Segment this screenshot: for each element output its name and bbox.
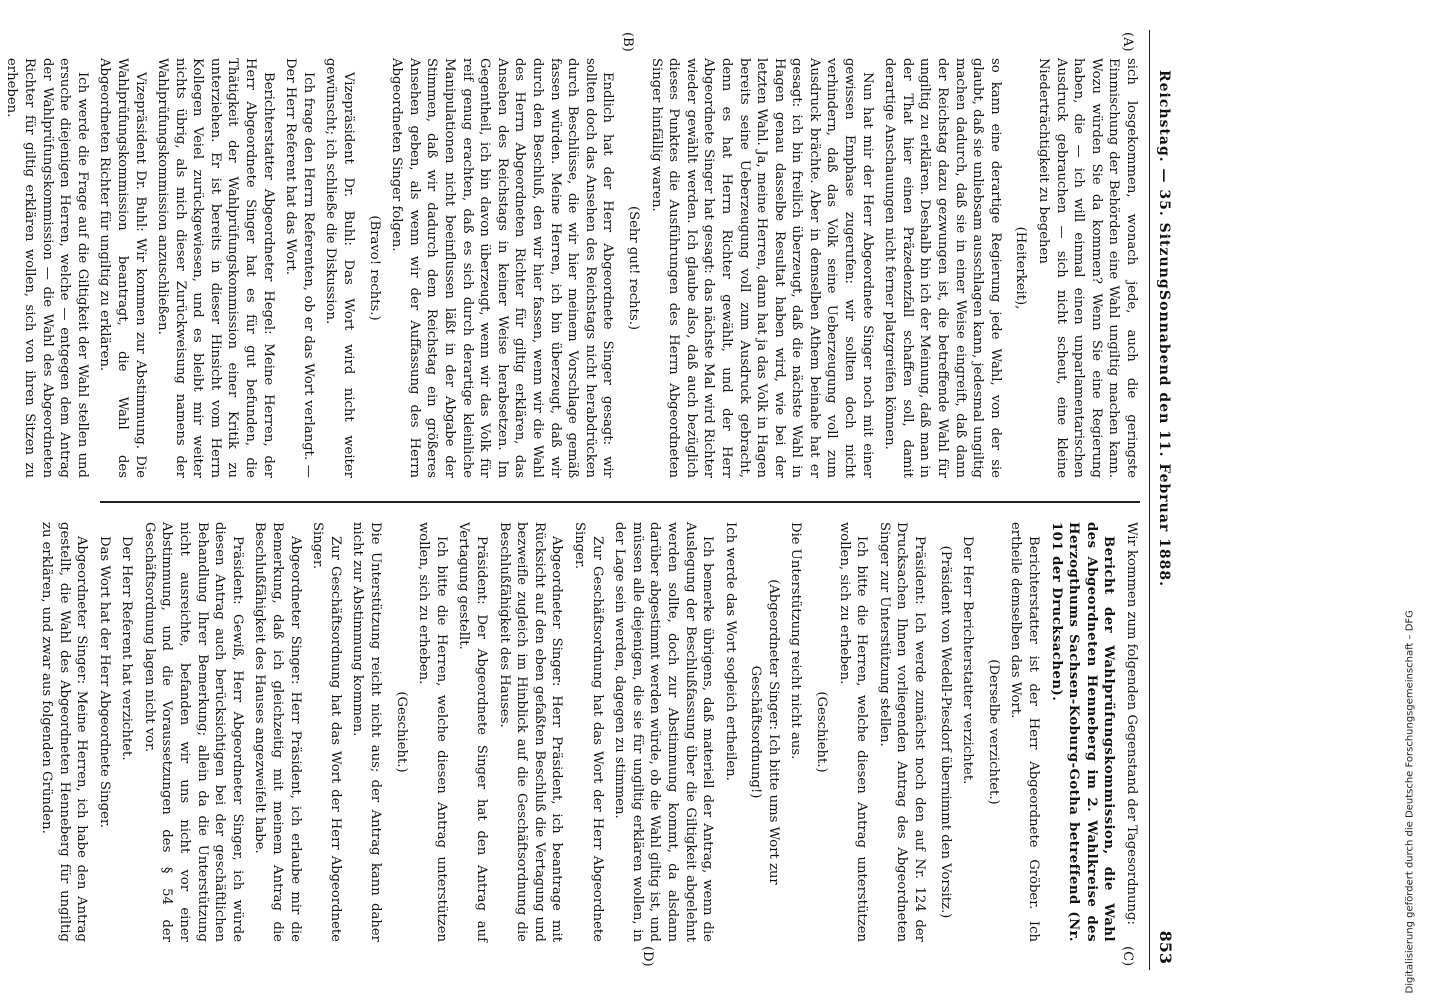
agenda-item: Bericht der Wahlprüfungskommission, die Wahl des Abgeordneten Henneberg im 2. Wahlkreise des Herzogthums Sachsen-Koburg-Gotha betreffend (Nr. 101 der Drucksachen). [1048,522,1117,942]
interjection: (Geschieht.) [393,691,409,773]
header-session: Reichstag. — 35. Sitzung. [1156,70,1172,296]
dfg-credit-strip [1398,300,1422,1000]
paragraph: so kann eine derartige Regierung jede Wahl, von der sie glaubt, daß sie unliebsam ausschlagen kann, jedesmal ungiltig machen dadurch, daß sie in einer Weise eingreift, daß dann der Reichstag dazu gezwungen ist, die betreffende Wahl für ungiltig zu erklären. Deshalb bin ich der Meinung, daß man in der That hier einen Präzedenzfall schaffen soll, damit derartige Anschauungen nicht ferner platzgreifen können. [882,58,1003,478]
paragraph: Ich bitte die Herren, welche diesen Antrag unterstützen wollen, sich zu erheben. [416,522,449,942]
paragraph: Wir kommen zum folgenden Gegenstand der Tagesordnung: [1124,522,1139,925]
paragraph: Die Unterstützung reicht nicht aus. [788,522,804,760]
paragraph: Zur Geschäftsordnung hat das Wort der Herr Abgeordnete Singer. [310,522,343,942]
paragraph: Präsident: Der Abgeordnete Singer hat den Antrag auf Vertagung gestellt. [456,522,489,942]
paragraph: Der Herr Berichterstatter verzichtet. [960,536,976,785]
paragraph: Ich werde das Wort sogleich ertheilen. [722,522,738,781]
paragraph: Präsident: Ich werde zunächst noch den auf Nr. 124 der Drucksachen Ihnen vorliegenden Antrag des Abgeordneten Singer zur Unterstützung stellen. [876,522,928,942]
paragraph: Der Herr Referent hat verzichtet. [119,536,135,761]
interjection: (Abgeordneter Singer: Ich bitte ums Wort zur Geschäftsordnung!) [748,579,781,885]
margin-marker-d: (D) [640,946,655,967]
page-number: 853 [1156,930,1175,964]
margin-marker-b: (B) [620,32,635,52]
dfg-credit: Digitalisierung gefördert durch die Deutsche Forschungsgemeinschaft – DFG [1404,610,1416,994]
paragraph: Vizepräsident Dr. Buhl: Wir kommen zur Abstimmung. Die Wahlprüfungskommission beantragt, die Wahl des Abgeordneten Richter für ungiltig zu erklären. [97,58,148,478]
margin-marker-c: (C) [1120,946,1135,967]
paragraph: Präsident: Gewiß, Herr Abgeordneter Singer, ich würde diesen Antrag auch berücksichtigen bei der geschäftlichen Behandlung Ihrer Bemerkung; allein da die Unterstützung nicht ausreichte, befanden wir uns nicht vor einer Abstimmung, und die Voraussetzungen des § 54 der Geschäftsordnung lagen nicht vor. [141,522,245,942]
interjection: (Sehr gut! rechts.) [625,205,641,331]
page-header [1149,30,1176,970]
paragraph: Ich bitte die Herren, welche diesen Antrag unterstützen wollen, sich zu erheben. [836,522,870,942]
interjection: (Heiterkeit), [1013,226,1029,310]
interjection: (Derselbe verzichtet.) [985,659,1001,805]
paragraph: Die Unterstützung reicht nicht aus; der Antrag kann daher nicht zur Abstimmung kommen. [350,522,384,942]
paragraph: Das Wort hat der Herr Abgeordnete Singer. [96,536,112,829]
right-column [32,522,1140,942]
paragraph: sich losgekommen, wonach jede, auch die geringste Einmischung der Behörden eine Wahl ungiltig machen kann. Wozu würden Sie da kommen? Wenn Sie eine Regierung haben, die — ich will einmal einen unparlamentarischen Ausdruck gebrauchen — sich nicht scheut, eine kleine Niederträchtigkeit zu begehen [1036,58,1139,478]
paragraph: Abgeordneter Singer: Herr Präsident, ich beantrage mit Rücksicht auf den eben gefaßten Beschluß die Vertagung und bezweifle zugleich im Hinblick auf die Geschäftsordnung die Beschlußfähigkeit des Hauses. [496,522,565,942]
paragraph: Berichterstatter Abgeordneter Hegel: Meine Herren, der Herr Abgeordnete Singer hat es für gut befunden, die Thätigkeit der Wahlprüfungskommission einer Kritik zu unterziehen. Er ist bereits in dieser Hinsicht vom Herrn Kollegen Veiel zurückgewiesen, und es bleibt mir weiter nichts übrig, als mich dieser Zurückweisung namens der Wahlprüfungskommission anzuschließen. [155,58,276,478]
paragraph: Berichterstatter ist der Herr Abgeordnete Gröber. Ich ertheile demselben das Wort. [1008,522,1042,942]
paragraph: Ich bemerke übrigens, daß materiell der Antrag, wenn die Auslegung der Beschlußfassung über die Giltigkeit abgelehnt werden sollte, doch zur Abstimmung kommt, da alsdann darüber abgestimmt werden würde, ob die Wahl giltig ist, und müssen alle diejenigen, die sie für ungiltig erklären wollen, in der Lage sein werden, dagegen zu stimmen. [612,522,716,942]
interjection: (Geschieht.) [814,691,830,773]
paragraph: Endlich hat der Herr Abgeordnete Singer gesagt: wir sollten doch das Ansehen des Reichstags nicht herabdrücken durch Beschlüsse, die wir hier meinem Vorschlage gemäß fassen würden. Meine Herren, ich bin überzeugt, daß wir durch den Beschluß, den wir hier fassen, wenn wir die Wahl des Herrn Abgeordneten Richter für giltig erklären, das Ansehen des Reichstags in keiner Weise herabsetzen. Im Gegentheil, ich bin davon überzeugt, wenn wir das Volk für reif genug erachten, daß es sich durch derartige kleinliche Manipulationen nicht beeinflussen läßt in der Abgabe der Stimmen, daß wir dadurch dem Reichstag ein größeres Ansehen geben, als wenn wir der Auffassung des Herrn Abgeordneten Singer folgen. [389,58,616,478]
paragraph: Abgeordneter Singer: Meine Herren, ich habe den Antrag gestellt, die Wahl des Abgeordneten Henneberg für ungiltig zu erklären, und zwar aus folgenden Gründen. [38,522,90,942]
header-date: Sonnabend den 11. Februar 1888. [1156,290,1172,587]
paragraph: Vizepräsident Dr. Buhl: Das Wort wird nicht weiter gewünscht; ich schließe die Diskussion. [323,58,357,478]
paragraph: Zur Geschäftsordnung hat das Wort der Herr Abgeordnete Singer. [571,522,605,942]
paragraph: Ich frage den Herrn Referenten, ob er das Wort verlangt. — Der Herr Referent hat das Wort. [283,58,316,478]
paragraph: Abgeordneter Singer: Herr Präsident, ich erlaube mir die Bemerkung, daß ich gleichzeitig mit meinem Antrag die Beschlußfähigkeit des Hauses angezweifelt habe. [252,522,303,942]
column-divider [100,501,1140,503]
interjection: (Bravo! rechts.) [366,215,382,321]
scanned-page [0,30,1176,970]
interjection: (Präsident von Wedell-Piesdorf übernimmt den Vorsitz.) [937,545,953,919]
left-column [0,58,1140,478]
paragraph: Nun hat mir der Herr Abgeordnete Singer noch mit einer gewissen Emphase zugerufen: wir sollten doch nicht verhindern, daß das Volk seine Ueberzeugung voll zum Ausdruck brächte. Aber in demselben Athem beinahe hat er gesagt: ich bin freilich überzeugt, daß die nächste Wahl in Hagen genau dasselbe Resultat haben wird, wie bei der letzten Wahl. Ja, meine Herren, dann hat ja das Volk in Hagen bereits seine Ueberzeugung voll zum Ausdruck gebracht, denn es hat Herrn Richter gewählt, und der Herr Abgeordnete Singer hat gesagt: das nächste Mal wird Richter wieder gewählt werden. Ich glaube also, daß auch bezüglich dieses Punktes die Ausführungen des Herrn Abgeordneten Singer hinfällig waren. [648,58,875,478]
paragraph: Ich werde die Frage auf die Giltigkeit der Wahl stellen und ersuche diejenigen Herren, welche — entgegen dem Antrag der Wahlprüfungskommission — die Wahl des Abgeordneten Richter für giltig erklären wollen, sich von ihren Sitzen zu erheben. [4,58,90,478]
margin-marker-a: (A) [1120,32,1135,52]
